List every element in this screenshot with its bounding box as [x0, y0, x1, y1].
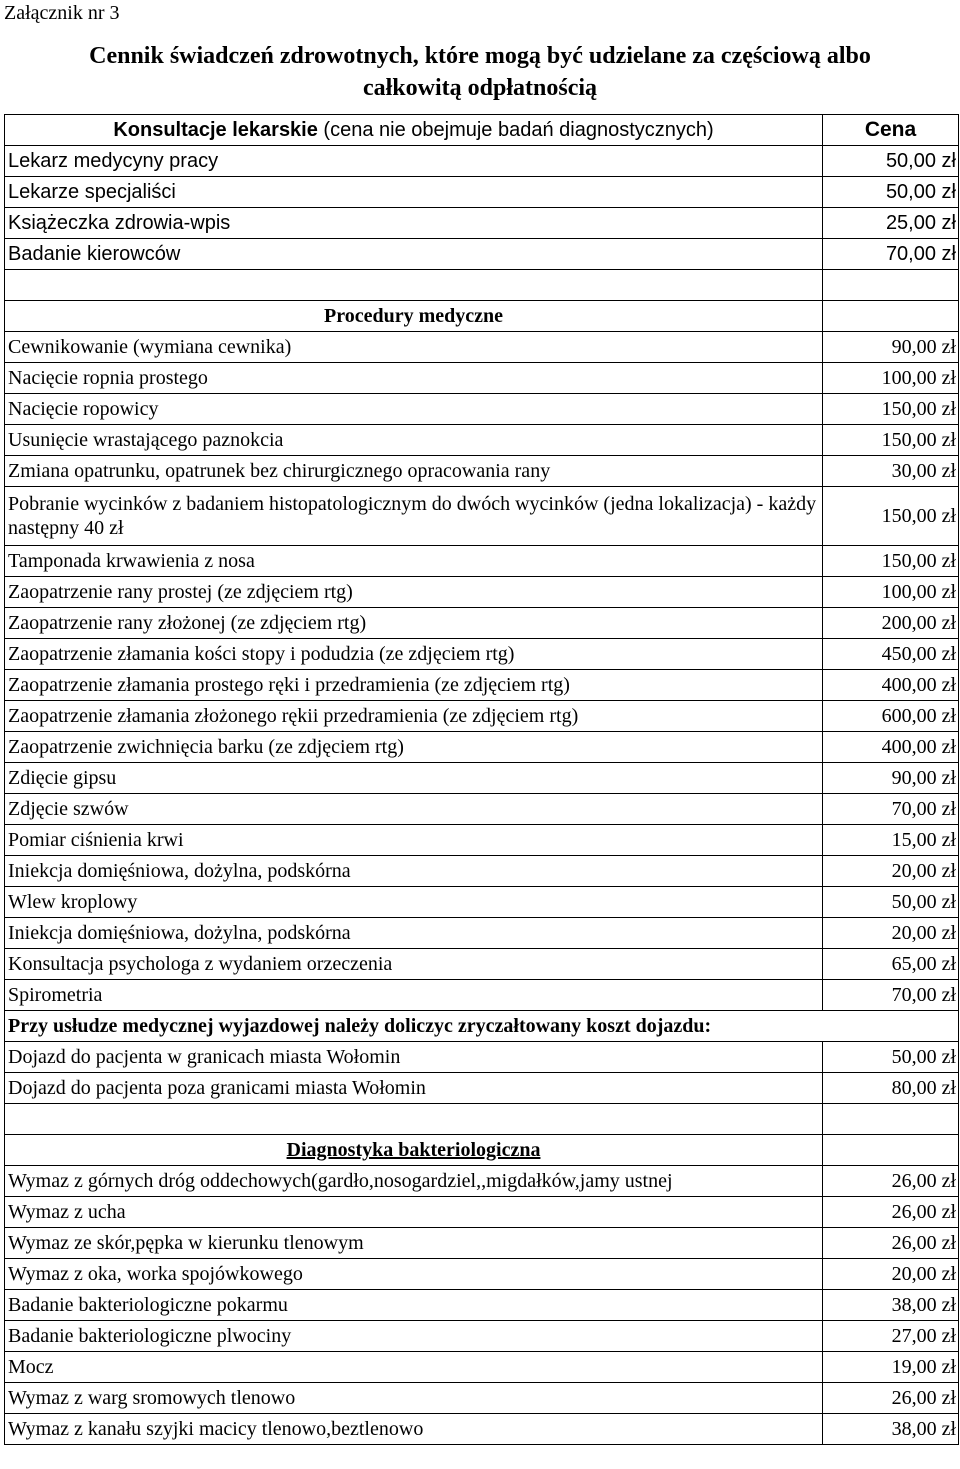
service-price: 20,00 zł	[823, 1259, 959, 1290]
service-price: 200,00 zł	[823, 608, 959, 639]
table-row	[5, 208, 959, 239]
table-row	[5, 546, 959, 577]
service-name: Wymaz ze skór,pępka w kierunku tlenowym	[5, 1228, 823, 1259]
procedures-group-a	[5, 332, 959, 487]
service-name: Pomiar ciśnienia krwi	[5, 825, 823, 856]
service-price: 19,00 zł	[823, 1352, 959, 1383]
service-name: Wymaz z kanału szyjki macicy tlenowo,beztlenowo	[5, 1414, 823, 1445]
travel-note: Przy usłudze medycznej wyjazdowej należy doliczyc zryczałtowany koszt dojazdu:	[5, 1011, 959, 1042]
table-row	[5, 146, 959, 177]
service-price: 50,00 zł	[823, 146, 959, 177]
service-name: Zmiana opatrunku, opatrunek bez chirurgicznego opracowania rany	[5, 456, 823, 487]
service-name: Zaopatrzenie rany złożonej (ze zdjęciem rtg)	[5, 608, 823, 639]
table-row	[5, 425, 959, 456]
service-price: 70,00 zł	[823, 794, 959, 825]
service-name: Nacięcie ropnia prostego	[5, 363, 823, 394]
service-price: 26,00 zł	[823, 1166, 959, 1197]
service-name: Lekarz medycyny pracy	[5, 146, 823, 177]
table-row	[5, 1073, 959, 1104]
service-price: 38,00 zł	[823, 1290, 959, 1321]
service-name: Pobranie wycinków z badaniem histopatologicznym do dwóch wycinków (jedna lokalizacja) - każdy następny 40 zł	[5, 487, 823, 546]
table-row	[5, 1166, 959, 1197]
service-name: Badanie bakteriologiczne pokarmu	[5, 1290, 823, 1321]
procedures-group-b	[5, 546, 959, 1011]
service-name: Konsultacja psychologa z wydaniem orzeczenia	[5, 949, 823, 980]
service-price: 26,00 zł	[823, 1197, 959, 1228]
table-row	[5, 1197, 959, 1228]
service-name: Usunięcie wrastającego paznokcia	[5, 425, 823, 456]
service-name: Zdjęcie szwów	[5, 794, 823, 825]
table-row	[5, 1259, 959, 1290]
service-name: Dojazd do pacjenta poza granicami miasta Wołomin	[5, 1073, 823, 1104]
service-price: 50,00 zł	[823, 887, 959, 918]
table-row	[5, 239, 959, 270]
service-price: 70,00 zł	[823, 980, 959, 1011]
procedures-heading-row	[5, 301, 959, 332]
table-row	[5, 1414, 959, 1445]
service-name: Zaopatrzenie złamania prostego ręki i przedramienia (ze zdjęciem rtg)	[5, 670, 823, 701]
table-row	[5, 639, 959, 670]
consultations-group	[5, 146, 959, 270]
title-line-1: Cennik świadczeń zdrowotnych, które mogą być udzielane za częściową albo	[89, 43, 871, 69]
service-name: Mocz	[5, 1352, 823, 1383]
title-line-2: całkowitą odpłatnością	[362, 75, 598, 101]
table-row	[5, 487, 959, 546]
service-name: Zaopatrzenie złamania kości stopy i podudzia (ze zdjęciem rtg)	[5, 639, 823, 670]
table-row	[5, 1228, 959, 1259]
service-name: Dojazd do pacjenta w granicach miasta Wołomin	[5, 1042, 823, 1073]
service-name: Nacięcie ropowicy	[5, 394, 823, 425]
procedures-heading: Procedury medyczne	[5, 301, 823, 332]
service-price: 80,00 zł	[823, 1073, 959, 1104]
table-row	[5, 456, 959, 487]
service-name: Badanie kierowców	[5, 239, 823, 270]
table-row	[5, 394, 959, 425]
table-row	[5, 794, 959, 825]
service-price: 150,00 zł	[823, 425, 959, 456]
service-name: Iniekcja domięśniowa, dożylna, podskórna	[5, 856, 823, 887]
service-price: 90,00 zł	[823, 332, 959, 363]
table-row	[5, 887, 959, 918]
header-service-cell	[5, 115, 823, 146]
service-price: 400,00 zł	[823, 670, 959, 701]
service-name: Zdięcie gipsu	[5, 763, 823, 794]
service-price: 70,00 zł	[823, 239, 959, 270]
service-name: Badanie bakteriologiczne plwociny	[5, 1321, 823, 1352]
service-name: Lekarze specjaliści	[5, 177, 823, 208]
annex-label: Załącznik nr 3	[4, 2, 120, 24]
service-price: 26,00 zł	[823, 1228, 959, 1259]
table-row	[5, 608, 959, 639]
service-price: 25,00 zł	[823, 208, 959, 239]
table-row	[5, 1042, 959, 1073]
service-price: 30,00 zł	[823, 456, 959, 487]
service-price: 20,00 zł	[823, 856, 959, 887]
service-price: 100,00 zł	[823, 577, 959, 608]
service-price: 100,00 zł	[823, 363, 959, 394]
service-price: 38,00 zł	[823, 1414, 959, 1445]
table-row	[5, 1321, 959, 1352]
service-price: 400,00 zł	[823, 732, 959, 763]
service-price: 600,00 zł	[823, 701, 959, 732]
price-list-table	[4, 114, 959, 1445]
service-name: Wymaz z warg sromowych tlenowo	[5, 1383, 823, 1414]
table-row	[5, 980, 959, 1011]
table-row	[5, 332, 959, 363]
table-row	[5, 1290, 959, 1321]
service-price: 15,00 zł	[823, 825, 959, 856]
service-name: Tamponada krwawienia z nosa	[5, 546, 823, 577]
travel-group	[5, 1042, 959, 1104]
table-row	[5, 856, 959, 887]
service-price: 50,00 zł	[823, 1042, 959, 1073]
header-consultations-label: Konsultacje lekarskie	[113, 119, 318, 141]
table-row	[5, 363, 959, 394]
service-price: 90,00 zł	[823, 763, 959, 794]
table-row	[5, 1352, 959, 1383]
table-row	[5, 918, 959, 949]
service-name: Iniekcja domięśniowa, dożylna, podskórna	[5, 918, 823, 949]
table-row	[5, 825, 959, 856]
service-name: Zaopatrzenie złamania złożonego rękii przedramienia (ze zdjęciem rtg)	[5, 701, 823, 732]
spacer-row	[5, 1104, 959, 1135]
table-row	[5, 763, 959, 794]
table-row	[5, 577, 959, 608]
service-name: Wymaz z oka, worka spojówkowego	[5, 1259, 823, 1290]
service-name: Wymaz z górnych dróg oddechowych(gardło,nosogardziel,,migdałków,jamy ustnej	[5, 1166, 823, 1197]
service-name: Wlew kroplowy	[5, 887, 823, 918]
service-name: Zaopatrzenie zwichnięcia barku (ze zdjęciem rtg)	[5, 732, 823, 763]
service-price: 150,00 zł	[823, 394, 959, 425]
spacer-row	[5, 270, 959, 301]
table-row	[5, 701, 959, 732]
table-row	[5, 949, 959, 980]
service-price: 50,00 zł	[823, 177, 959, 208]
header-row	[5, 115, 959, 146]
table-row	[5, 670, 959, 701]
service-price: 65,00 zł	[823, 949, 959, 980]
service-price: 150,00 zł	[823, 546, 959, 577]
service-name: Spirometria	[5, 980, 823, 1011]
page-title	[4, 40, 956, 104]
travel-note-row	[5, 1011, 959, 1042]
header-consultations-note: (cena nie obejmuje badań diagnostycznych)	[317, 119, 714, 141]
service-price: 27,00 zł	[823, 1321, 959, 1352]
service-price: 450,00 zł	[823, 639, 959, 670]
service-name: Książeczka zdrowia-wpis	[5, 208, 823, 239]
table-row	[5, 732, 959, 763]
bacterio-heading: Diagnostyka bakteriologiczna	[5, 1135, 823, 1166]
service-name: Wymaz z ucha	[5, 1197, 823, 1228]
service-name: Zaopatrzenie rany prostej (ze zdjęciem rtg)	[5, 577, 823, 608]
bacterio-heading-row	[5, 1135, 959, 1166]
service-price: 150,00 zł	[823, 487, 959, 546]
header-price-cell: Cena	[823, 115, 959, 146]
service-price: 20,00 zł	[823, 918, 959, 949]
table-row	[5, 1383, 959, 1414]
table-row	[5, 177, 959, 208]
service-name: Cewnikowanie (wymiana cewnika)	[5, 332, 823, 363]
bacterio-group	[5, 1166, 959, 1445]
service-price: 26,00 zł	[823, 1383, 959, 1414]
